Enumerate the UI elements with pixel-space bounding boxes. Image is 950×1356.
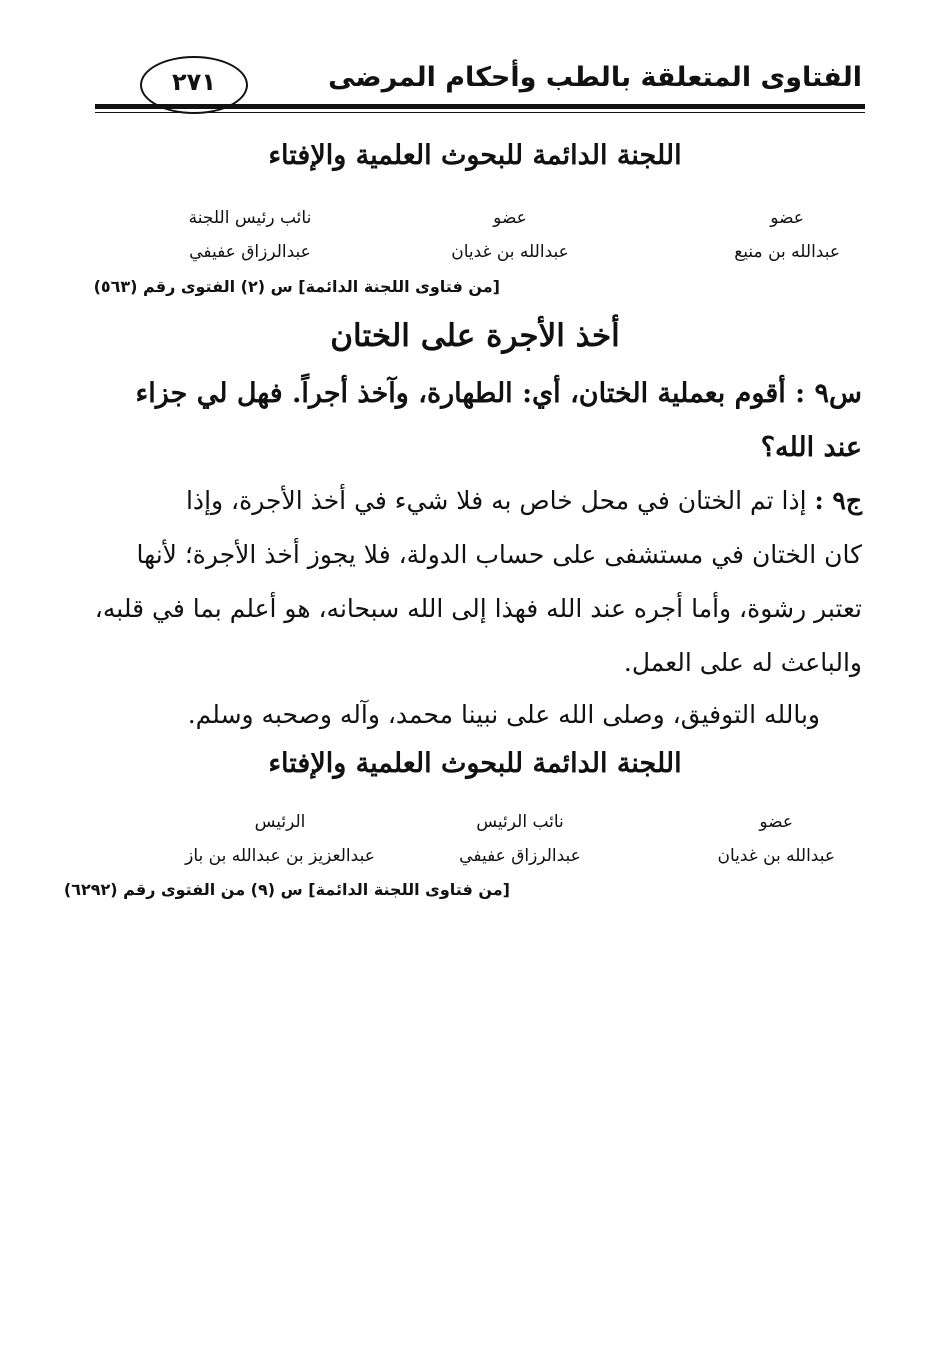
signatory-role: عضو xyxy=(493,208,527,228)
answer-text: إذا تم الختان في محل خاص به فلا شيء في أخذ الأجرة، وإذا xyxy=(185,486,807,515)
header-rule-thick xyxy=(95,104,865,109)
fatwa-title: أخذ الأجرة على الختان xyxy=(330,318,620,354)
signatory-name: عبدالله بن منيع xyxy=(734,242,840,262)
running-header-title: الفتاوى المتعلقة بالطب وأحكام المرضى xyxy=(328,62,862,93)
signatory-name: عبدالعزيز بن عبدالله بن باز xyxy=(185,846,375,866)
signatory-role: عضو xyxy=(759,812,794,832)
fatwa-reference: [من فتاوى اللجنة الدائمة] س (٢) الفتوى رقم (٥٦٣) xyxy=(93,277,500,296)
signatory-member xyxy=(717,812,835,866)
signatory-vice-chair xyxy=(170,208,330,262)
signatory-name: عبدالله بن غديان xyxy=(717,846,835,866)
answer-label: ج٩ : xyxy=(814,486,862,515)
signatory-role: نائب رئيس اللجنة xyxy=(188,208,312,228)
question-label: س٩ : xyxy=(795,378,862,409)
question-line: عند الله؟ xyxy=(760,432,862,463)
signatory-member-2 xyxy=(440,208,580,262)
answer-line: كان الختان في مستشفى على حساب الدولة، فلا يجوز أخذ الأجرة؛ لأنها xyxy=(136,540,862,569)
question-line xyxy=(136,378,862,409)
committee-heading: اللجنة الدائمة للبحوث العلمية والإفتاء xyxy=(268,140,682,171)
signatory-member-1 xyxy=(734,208,840,262)
answer-line: والباعث له على العمل. xyxy=(623,648,862,677)
header-rule-thin xyxy=(95,112,865,113)
answer-line xyxy=(186,486,862,515)
signatory-role: عضو xyxy=(770,208,804,228)
signatory-name: عبدالرزاق عفيفي xyxy=(189,242,311,262)
signatory-role: نائب الرئيس xyxy=(476,812,564,832)
fatwa-reference: [من فتاوى اللجنة الدائمة] س (٩) من الفتوى رقم (٦٢٩٢) xyxy=(63,880,510,899)
signatory-name: عبدالرزاق عفيفي xyxy=(459,846,581,866)
signatory-role: الرئيس xyxy=(254,812,306,832)
committee-heading: اللجنة الدائمة للبحوث العلمية والإفتاء xyxy=(268,748,682,779)
question-text: أقوم بعملية الختان، أي: الطهارة، وآخذ أجراً. فهل لي جزاء xyxy=(135,378,786,409)
closing-line: وبالله التوفيق، وصلى الله على نبينا محمد، وآله وصحبه وسلم. xyxy=(187,700,820,729)
page-number: ٢٧١ xyxy=(172,68,216,96)
answer-line: تعتبر رشوة، وأما أجره عند الله فهذا إلى الله سبحانه، هو أعلم بما في قلبه، xyxy=(94,594,862,623)
signatory-name: عبدالله بن غديان xyxy=(451,242,569,262)
signatory-chair xyxy=(170,812,390,866)
signatory-vice-chair xyxy=(450,812,590,866)
